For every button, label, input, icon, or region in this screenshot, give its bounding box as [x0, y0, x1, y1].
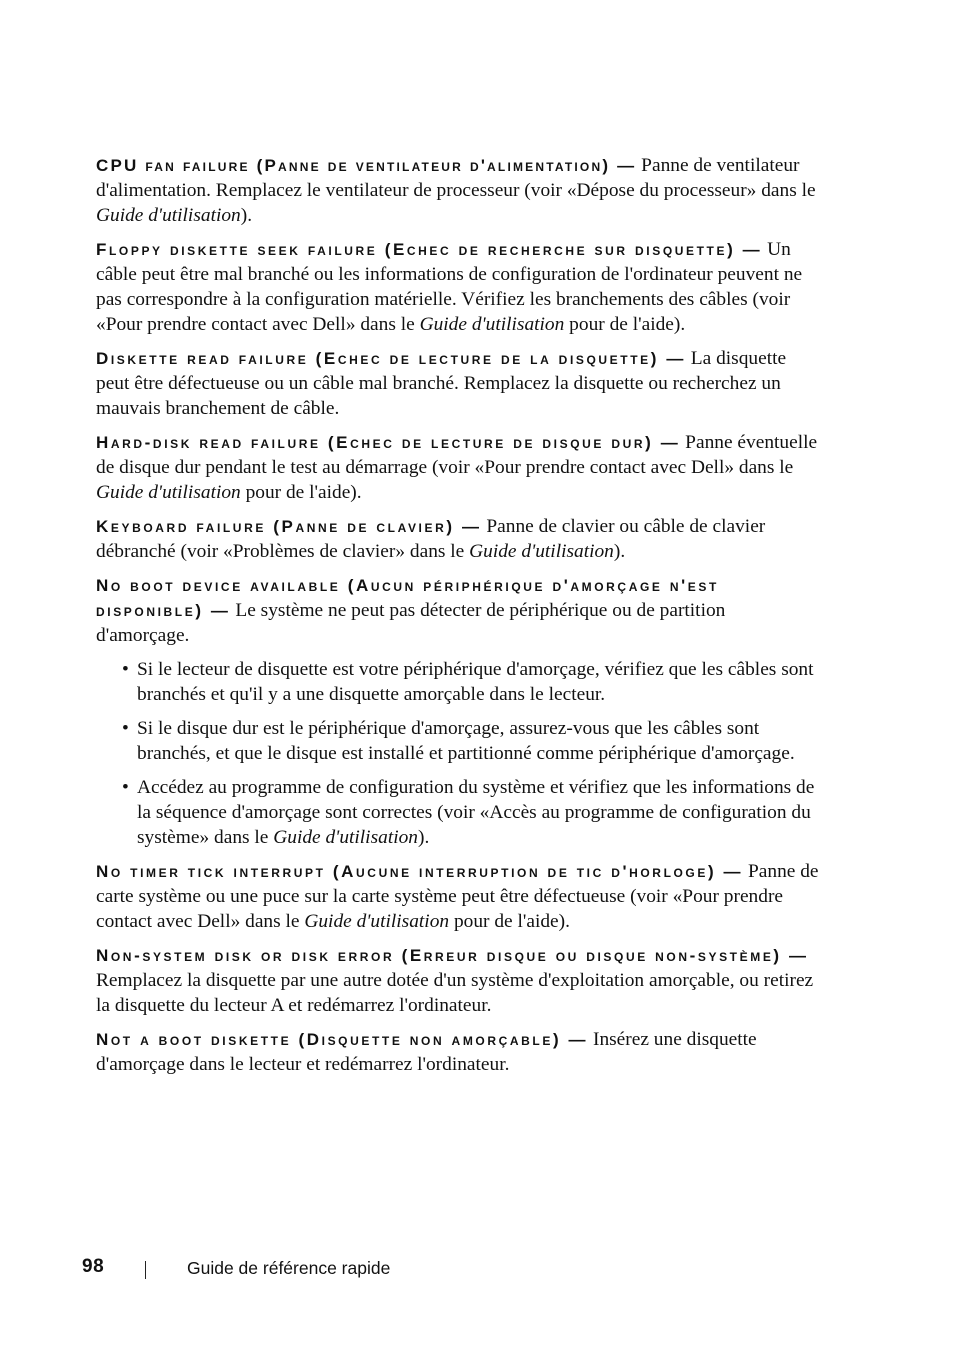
- entry-heading: Diskette read failure (Echec de lecture de la disquette) —: [96, 349, 686, 368]
- entry-text: Un câble peut être mal branché ou les informations de configuration de l'ordinateur peuvent ne pas correspondre à la configuration matérielle. Vérifiez les branchements des câbles (voir «Pour prendre contact avec Dell» dans le: [96, 239, 803, 335]
- entry-not-a-boot-diskette: [96, 1027, 822, 1077]
- entry-italic-reference: Guide d'utilisation: [96, 482, 241, 503]
- entry-floppy-seek-failure: [96, 237, 822, 337]
- entry-italic-reference: Guide d'utilisation: [419, 314, 565, 335]
- entry-text: Panne de ventilateur d'alimentation. Remplacez le ventilateur de processeur (voir «Dépose du processeur» dans le: [96, 155, 816, 201]
- entry-text: Panne éventuelle de disque dur pendant le test au démarrage (voir «Pour prendre contact avec Dell» dans le: [96, 432, 818, 478]
- list-item: [96, 716, 822, 766]
- entry-text-end: ).: [240, 205, 253, 226]
- entry-text: Remplacez la disquette par une autre dotée d'un système d'exploitation amorçable, ou retirez la disquette du lecteur A et redémarrez l'ordinateur.: [96, 970, 814, 1016]
- entry-non-system-disk-error: [96, 943, 822, 1018]
- list-item: [96, 775, 822, 850]
- entry-text-end: pour de l'aide).: [240, 482, 362, 503]
- entry-text: Le système ne peut pas détecter de périphérique ou de partition d'amorçage.: [96, 600, 726, 646]
- entry-no-boot-device: [96, 573, 822, 648]
- entry-hard-disk-read-failure: [96, 430, 822, 505]
- bullet-icon: •: [122, 659, 129, 680]
- list-item-italic-reference: Guide d'utilisation: [273, 827, 418, 848]
- bullet-icon: •: [122, 777, 129, 798]
- list-item-text-end: ).: [417, 827, 430, 848]
- entry-text: Insérez une disquette d'amorçage dans le lecteur et redémarrez l'ordinateur.: [96, 1029, 757, 1075]
- footer-separator: [145, 1261, 146, 1279]
- entry-heading: No timer tick interrupt (Aucune interruption de tic d'horloge) —: [96, 862, 744, 881]
- entry-text-end: ).: [613, 541, 626, 562]
- boot-device-bullet-list: [96, 657, 822, 850]
- entry-heading: Keyboard failure (Panne de clavier) —: [96, 517, 482, 536]
- entry-cpu-fan-failure: [96, 153, 822, 228]
- entry-no-timer-tick-interrupt: [96, 859, 822, 934]
- entry-heading: Not a boot diskette (Disquette non amorçable) —: [96, 1030, 589, 1049]
- footer-document-title: Guide de référence rapide: [187, 1258, 391, 1278]
- list-item-text: Si le disque dur est le périphérique d'amorçage, assurez-vous que les câbles sont branchés, et que le disque est installé et partitionné comme périphérique d'amorçage.: [137, 718, 795, 764]
- entry-text-end: pour de l'aide).: [564, 314, 686, 335]
- entry-diskette-read-failure: [96, 346, 822, 421]
- list-item-text: Accédez au programme de configuration du système et vérifiez que les informations de la séquence d'amorçage sont correctes (voir «Accès au programme de configuration du système» dans le: [137, 777, 815, 848]
- entry-heading: Hard-disk read failure (Echec de lecture de disque dur) —: [96, 433, 681, 452]
- entry-heading: CPU fan failure (Panne de ventilateur d'alimentation) —: [96, 156, 637, 175]
- entry-text: Panne de carte système ou une puce sur la carte système peut être défectueuse (voir «Pour prendre contact avec Dell» dans le: [96, 861, 819, 932]
- entry-text: La disquette peut être défectueuse ou un câble mal branché. Remplacez la disquette ou recherchez un mauvais branchement de câble.: [96, 348, 787, 419]
- list-item-text: Si le lecteur de disquette est votre périphérique d'amorçage, vérifiez que les câbles sont branchés et qu'il y a une disquette amorçable dans le lecteur.: [137, 659, 814, 705]
- bullet-icon: •: [122, 718, 129, 739]
- list-item: [96, 657, 822, 707]
- entry-italic-reference: Guide d'utilisation: [469, 541, 614, 562]
- entry-heading: Non-system disk or disk error (Erreur disque ou disque non-système) —: [96, 946, 809, 965]
- entry-heading: Floppy diskette seek failure (Echec de recherche sur disquette) —: [96, 240, 763, 259]
- entry-text: Panne de clavier ou câble de clavier débranché (voir «Problèmes de clavier» dans le: [96, 516, 766, 562]
- entry-italic-reference: Guide d'utilisation: [96, 205, 241, 226]
- entry-keyboard-failure: [96, 514, 822, 564]
- page-footer: [82, 1256, 682, 1282]
- entry-heading: No boot device available (Aucun périphérique d'amorçage n'est disponible) —: [96, 576, 719, 620]
- page-content: [96, 153, 822, 1086]
- entry-italic-reference: Guide d'utilisation: [304, 911, 450, 932]
- page-number: 98: [82, 1256, 105, 1277]
- entry-text-end: pour de l'aide).: [449, 911, 570, 932]
